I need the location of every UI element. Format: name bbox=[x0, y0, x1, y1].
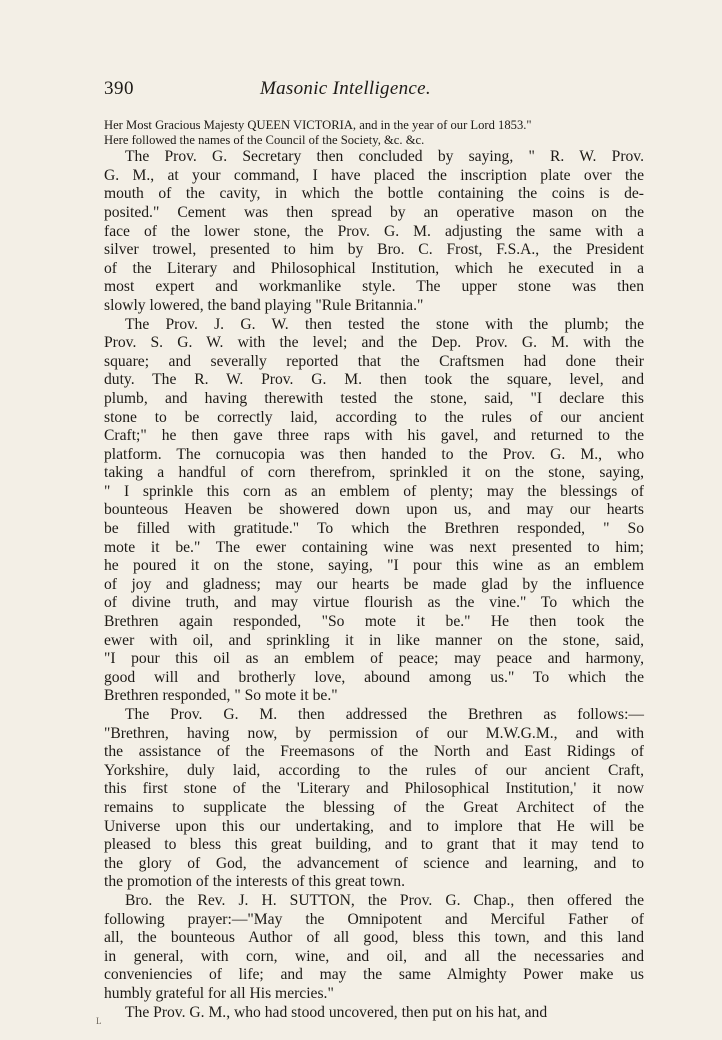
text-line: The Prov. G. Secretary then concluded by saying, " R. W. Prov. bbox=[125, 148, 644, 166]
text-line: G. M., at your command, I have placed the inscription plate over the bbox=[104, 166, 644, 184]
text-line: Yorkshire, duly laid, according to the rules of our ancient Craft, bbox=[104, 761, 644, 779]
text-line: remains to supplicate the blessing of the Great Architect of the bbox=[104, 798, 644, 816]
text-line: the promotion of the interests of this great town. bbox=[104, 873, 405, 891]
text-line: conveniencies of life; and may the same Almighty Power make us bbox=[104, 966, 644, 984]
running-head: Masonic Intelligence. bbox=[260, 78, 431, 99]
text-line: face of the lower stone, the Prov. G. M. adjusting the same with a bbox=[104, 222, 644, 240]
text-line: posited." Cement was then spread by an operative mason on the bbox=[104, 203, 644, 221]
text-line: he poured it on the stone, saying, "I pour this wine as an emblem bbox=[104, 557, 644, 575]
text-line: in general, with corn, wine, and oil, and all the necessaries and bbox=[104, 947, 644, 965]
text-line: Prov. S. G. W. with the level; and the Dep. Prov. G. M. with the bbox=[104, 334, 644, 352]
text-line: most expert and workmanlike style. The upper stone was then bbox=[104, 278, 644, 296]
text-line: the assistance of the Freemasons of the North and East Ridings of bbox=[104, 743, 644, 761]
text-line: good will and brotherly love, abound among us." To which the bbox=[104, 668, 644, 686]
paragraph bbox=[104, 892, 644, 1004]
margin-mark: L bbox=[96, 1016, 102, 1026]
text-line: duty. The R. W. Prov. G. M. then took the square, level, and bbox=[104, 371, 644, 389]
text-line: The Prov. J. G. W. then tested the stone with the plumb; the bbox=[125, 315, 644, 333]
text-line: humbly grateful for all His mercies." bbox=[104, 984, 334, 1002]
text-line: Bro. the Rev. J. H. SUTTON, the Prov. G. Chap., then offered the bbox=[125, 891, 644, 909]
text-line: Brethren again responded, "So mote it be." He then took the bbox=[104, 613, 644, 631]
paragraph bbox=[104, 148, 644, 315]
intro-line: Her Most Gracious Majesty QUEEN VICTORIA, and in the year of our Lord 1853." bbox=[104, 118, 532, 132]
text-line: silver trowel, presented to him by Bro. C. Frost, F.S.A., the President bbox=[104, 241, 644, 259]
text-line: Brethren responded, " So mote it be." bbox=[104, 687, 338, 705]
text-line: be filled with gratitude." To which the Brethren responded, " So bbox=[104, 520, 644, 538]
intro-line: Here followed the names of the Council of the Society, &c. &c. bbox=[104, 132, 425, 147]
intro-note bbox=[104, 118, 644, 147]
body-text bbox=[104, 148, 644, 1022]
paragraph bbox=[104, 1004, 644, 1023]
text-line: platform. The cornucopia was then handed to the Prov. G. M., who bbox=[104, 445, 644, 463]
text-line: Craft;" he then gave three raps with his gavel, and returned to the bbox=[104, 427, 644, 445]
text-line: "Brethren, having now, by permission of our M.W.G.M., and with bbox=[104, 724, 644, 742]
text-line: pleased to bless this great building, and to grant that it may tend to bbox=[104, 836, 644, 854]
text-line: of the Literary and Philosophical Institution, which he executed in a bbox=[104, 259, 644, 277]
text-line: ewer with oil, and sprinkling it in like manner on the stone, said, bbox=[104, 631, 644, 649]
text-line: this first stone of the 'Literary and Philosophical Institution,' it now bbox=[104, 780, 644, 798]
text-line: of joy and gladness; may our hearts be made glad by the influence bbox=[104, 575, 644, 593]
text-line: of divine truth, and may virtue flourish as the vine." To which the bbox=[104, 594, 644, 612]
text-line: "I pour this oil as an emblem of peace; may peace and harmony, bbox=[104, 650, 644, 668]
text-line: mouth of the cavity, in which the bottle containing the coins is de- bbox=[104, 185, 644, 203]
text-line: the glory of God, the advancement of science and learning, and to bbox=[104, 854, 644, 872]
text-line: " I sprinkle this corn as an emblem of plenty; may the blessings of bbox=[104, 482, 644, 500]
text-line: following prayer:—"May the Omnipotent and Merciful Father of bbox=[104, 910, 644, 928]
text-line: The Prov. G. M., who had stood uncovered, then put on his hat, and bbox=[125, 1003, 548, 1021]
page-header bbox=[104, 78, 644, 108]
text-line: Universe upon this our undertaking, and to implore that He will be bbox=[104, 817, 644, 835]
text-line: stone to be correctly laid, according to the rules of our ancient bbox=[104, 408, 644, 426]
text-line: square; and severally reported that the Craftsmen had done their bbox=[104, 352, 644, 370]
page-number: 390 bbox=[104, 78, 134, 99]
paragraph bbox=[104, 706, 644, 892]
text-line: all, the bounteous Author of all good, bless this town, and this land bbox=[104, 929, 644, 947]
text-line: mote it be." The ewer containing wine was next presented to him; bbox=[104, 538, 644, 556]
text-line: bounteous Heaven be showered down upon us, and may our hearts bbox=[104, 501, 644, 519]
paragraph bbox=[104, 316, 644, 706]
text-line: The Prov. G. M. then addressed the Brethren as follows:— bbox=[125, 706, 644, 723]
text-line: taking a handful of corn therefrom, sprinkled it on the stone, saying, bbox=[104, 464, 644, 482]
text-line: slowly lowered, the band playing "Rule Britannia." bbox=[104, 296, 424, 314]
text-line: plumb, and having therewith tested the stone, said, "I declare this bbox=[104, 389, 644, 407]
